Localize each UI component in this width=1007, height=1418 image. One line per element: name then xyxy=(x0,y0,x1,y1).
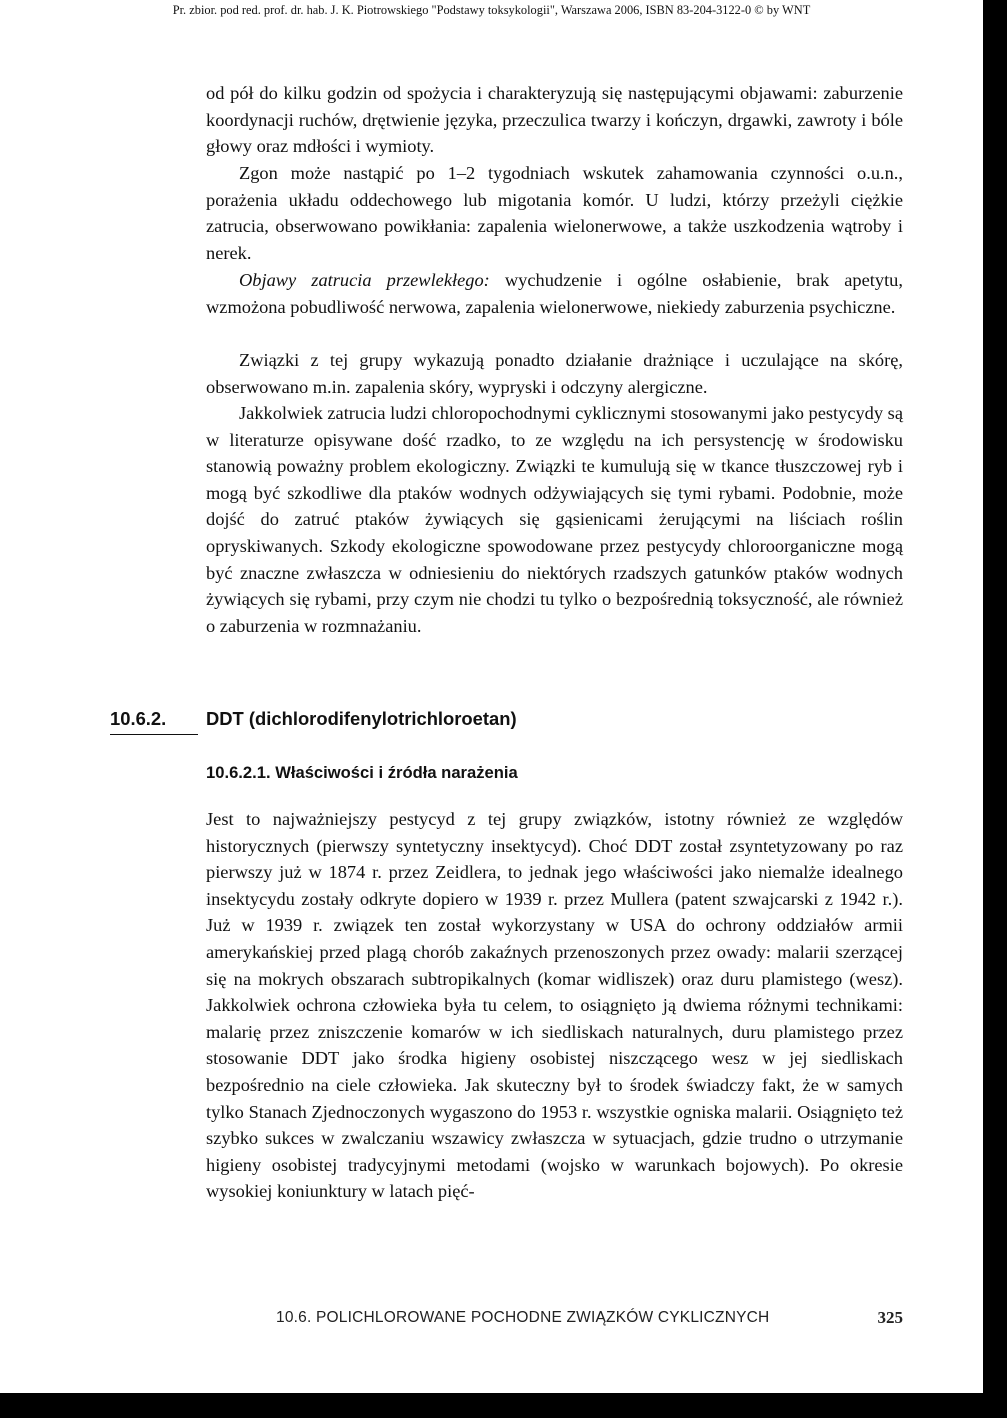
page-number: 325 xyxy=(877,1308,903,1327)
paragraph-death: Zgon może nastąpić po 1–2 tygodniach wskutek zahamowania czynności o.u.n., porażenia układu oddechowego lub migotania komór. U ludzi, którzy przeżyli ciężkie zatrucia, obserwowano powikłania: zapalenia wielonerwowe, a także uszkodzenia wątroby i nerek. xyxy=(206,163,903,263)
subsection-title: 10.6.2.1. Właściwości i źródła narażenia xyxy=(206,763,518,782)
chronic-symptoms-text: wychudzenie i ogólne osłabienie, brak apetytu, wzmożona pobudliwość nerwowa, zapalenia wielonerwowe, niekiedy zaburzenia psychiczne. xyxy=(206,270,903,317)
paragraph-ecological: Jakkolwiek zatrucia ludzi chloropochodnymi cyklicznymi stosowanymi jako pestycydy są w literaturze opisywane dość rzadko, to ze względu na ich persystencję w środowisku stanowią poważny problem ekologiczny. Związki te kumulują się w tkance tłuszczowej ryb i mogą być szkodliwe dla ptaków wodnych odżywiających się tymi rybami. Podobnie, może dojść do zatruć ptaków żywiących się gąsienicami żerującymi na liściach roślin opryskiwanych. Szkody ekologiczne spowodowane przez pestycydy chloroorganiczne mogą być znaczne zwłaszcza w odniesieniu do niektórych rzadszych gatunków ptaków wodnych żywiących się rybami, przy czym nie chodzi tu tylko o bezpośrednią toksyczność, ale również o zaburzenia w rozmnażaniu. xyxy=(206,403,903,636)
page-footer xyxy=(276,1307,903,1329)
citation-header: Pr. zbior. pod red. prof. dr. hab. J. K. Piotrowskiego "Podstawy toksykologii", Warszawa 2006, ISBN 83-204-3122-0 © by WNT xyxy=(172,3,811,17)
chronic-symptoms-label: Objawy zatrucia przewlekłego: xyxy=(239,270,490,290)
section-title: DDT (dichlorodifenylotrichloroetan) xyxy=(206,708,517,729)
paragraph-ddt-history: Jest to najważniejszy pestycyd z tej grupy związków, istotny również ze względów historycznych (pierwszy syntetyczny insektycyd). Choć DDT został zsyntetyzowany po raz pierwszy już w 1874 r. przez Zeidlera, to jednak jego właściwości jako niemalże idealnego insektycydu zostały odkryte dopiero w 1939 r. przez Mullera (patent szwajcarski z 1942 r.). Już w 1939 r. związek ten został wykorzystany w USA do ochrony oddziałów armii amerykańskiej przed plagą chorób zakaźnych przenoszonych przez owady: malarii szerzącej się na mokrych obszarach subtropikalnych (komar widliszek) oraz duru plamistego (wesz). Jakkolwiek ochrona człowieka była tu celem, to osiągnięto ją dwiema różnymi technikami: malarię przez zniszczenie komarów w ich siedliskach naturalnych, duru plamistego przez stosowanie DDT jako środka higieny osobistej niszczącego wesz w jej siedliskach bezpośrednio na ciele człowieka. Jak skuteczny był to środek świadczy fakt, że w samych tylko Stanach Zjednoczonych wygaszono do 1953 r. wszystkie ogniska malarii. Osiągnięto też szybko sukces w zwalczaniu wszawicy zwłaszcza w sytuacjach, gdzie trudno o utrzymanie higieny osobistej tradycyjnymi metodami (wojsko w warunkach bojowych). Po okresie wysokiej koniunktury w latach pięć- xyxy=(206,809,903,1202)
section-number: 10.6.2. xyxy=(110,707,198,735)
paragraph-skin-effects: Związki z tej grupy wykazują ponadto działanie drażniące i uczulające na skórę, obserwowano m.in. zapalenia skóry, wypryski i odczyny alergiczne. xyxy=(206,350,903,397)
running-title: 10.6. POLICHLOROWANE POCHODNE ZWIĄZKÓW CYKLICZNYCH xyxy=(276,1309,770,1326)
paragraph-continued: od pół do kilku godzin od spożycia i charakteryzują się następującymi objawami: zaburzenie koordynacji ruchów, drętwienie języka, przeczulica twarzy i kończyn, drgawki, zawroty i bóle głowy oraz mdłości i wymioty. xyxy=(206,83,903,157)
paragraph-chronic-symptoms xyxy=(206,267,903,320)
